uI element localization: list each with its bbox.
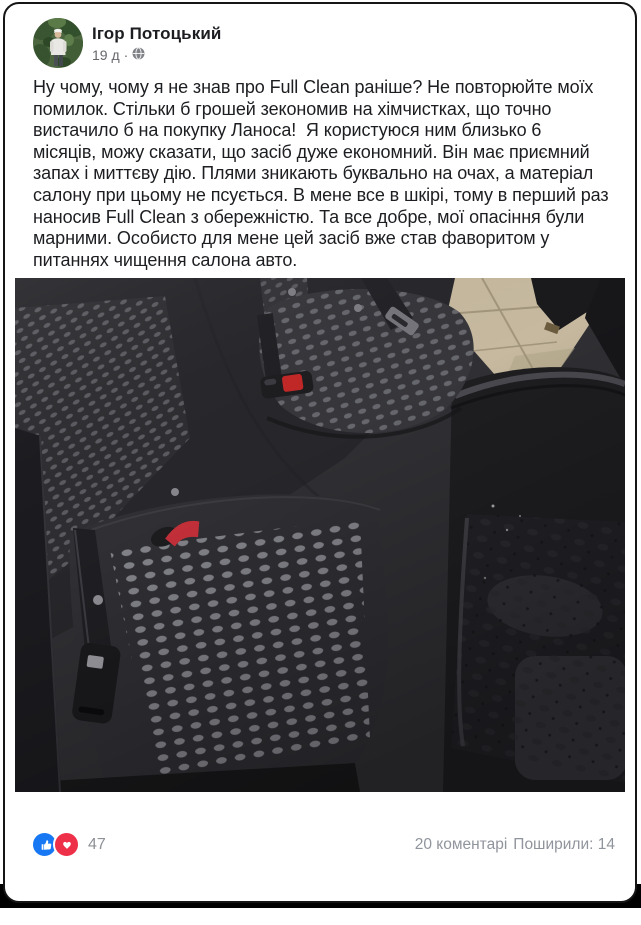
share-count[interactable]: Поширили: 14 (513, 835, 615, 853)
timestamp[interactable]: 19 д (92, 46, 120, 63)
meta-separator: · (123, 46, 129, 63)
rear-seat-photo (15, 278, 625, 792)
post-card (3, 2, 637, 903)
author-name[interactable]: Ігор Потоцький (92, 23, 222, 43)
reaction-count[interactable]: 47 (88, 835, 106, 853)
comment-count[interactable]: 20 коментарі (414, 835, 508, 853)
post-text: Ну чому, чому я не знав про Full Clean раніше? Не повторюйте моїх помилок. Стільки б грошей зекономив на хімчистках, що точно вистачило б на покупку Ланоса! Я користуюся ним близько 6 місяців, можу сказати, що засіб дуже економний. Він має приємний запах і миттєву дію. Плями зникають буквально на очах, а матеріал салону при цьому не псується. В мене все в шкірі, тому в перший раз наносив Full Clean з обережністю. Та все добре, мої опасіння були марними. Особисто для мене цей засіб вже став фаворитом у питаннях чищення салона авто. (33, 77, 614, 270)
avatar-image (33, 18, 83, 68)
globe-icon (132, 47, 145, 64)
comments-shares (415, 836, 615, 854)
love-icon[interactable] (53, 831, 80, 858)
post-meta (92, 47, 221, 64)
avatar[interactable] (33, 18, 83, 68)
photo-lighting (15, 278, 625, 792)
reactions-group[interactable] (31, 831, 106, 858)
post-footer (5, 792, 635, 901)
post-photo[interactable] (15, 278, 625, 792)
post-header (5, 4, 635, 68)
